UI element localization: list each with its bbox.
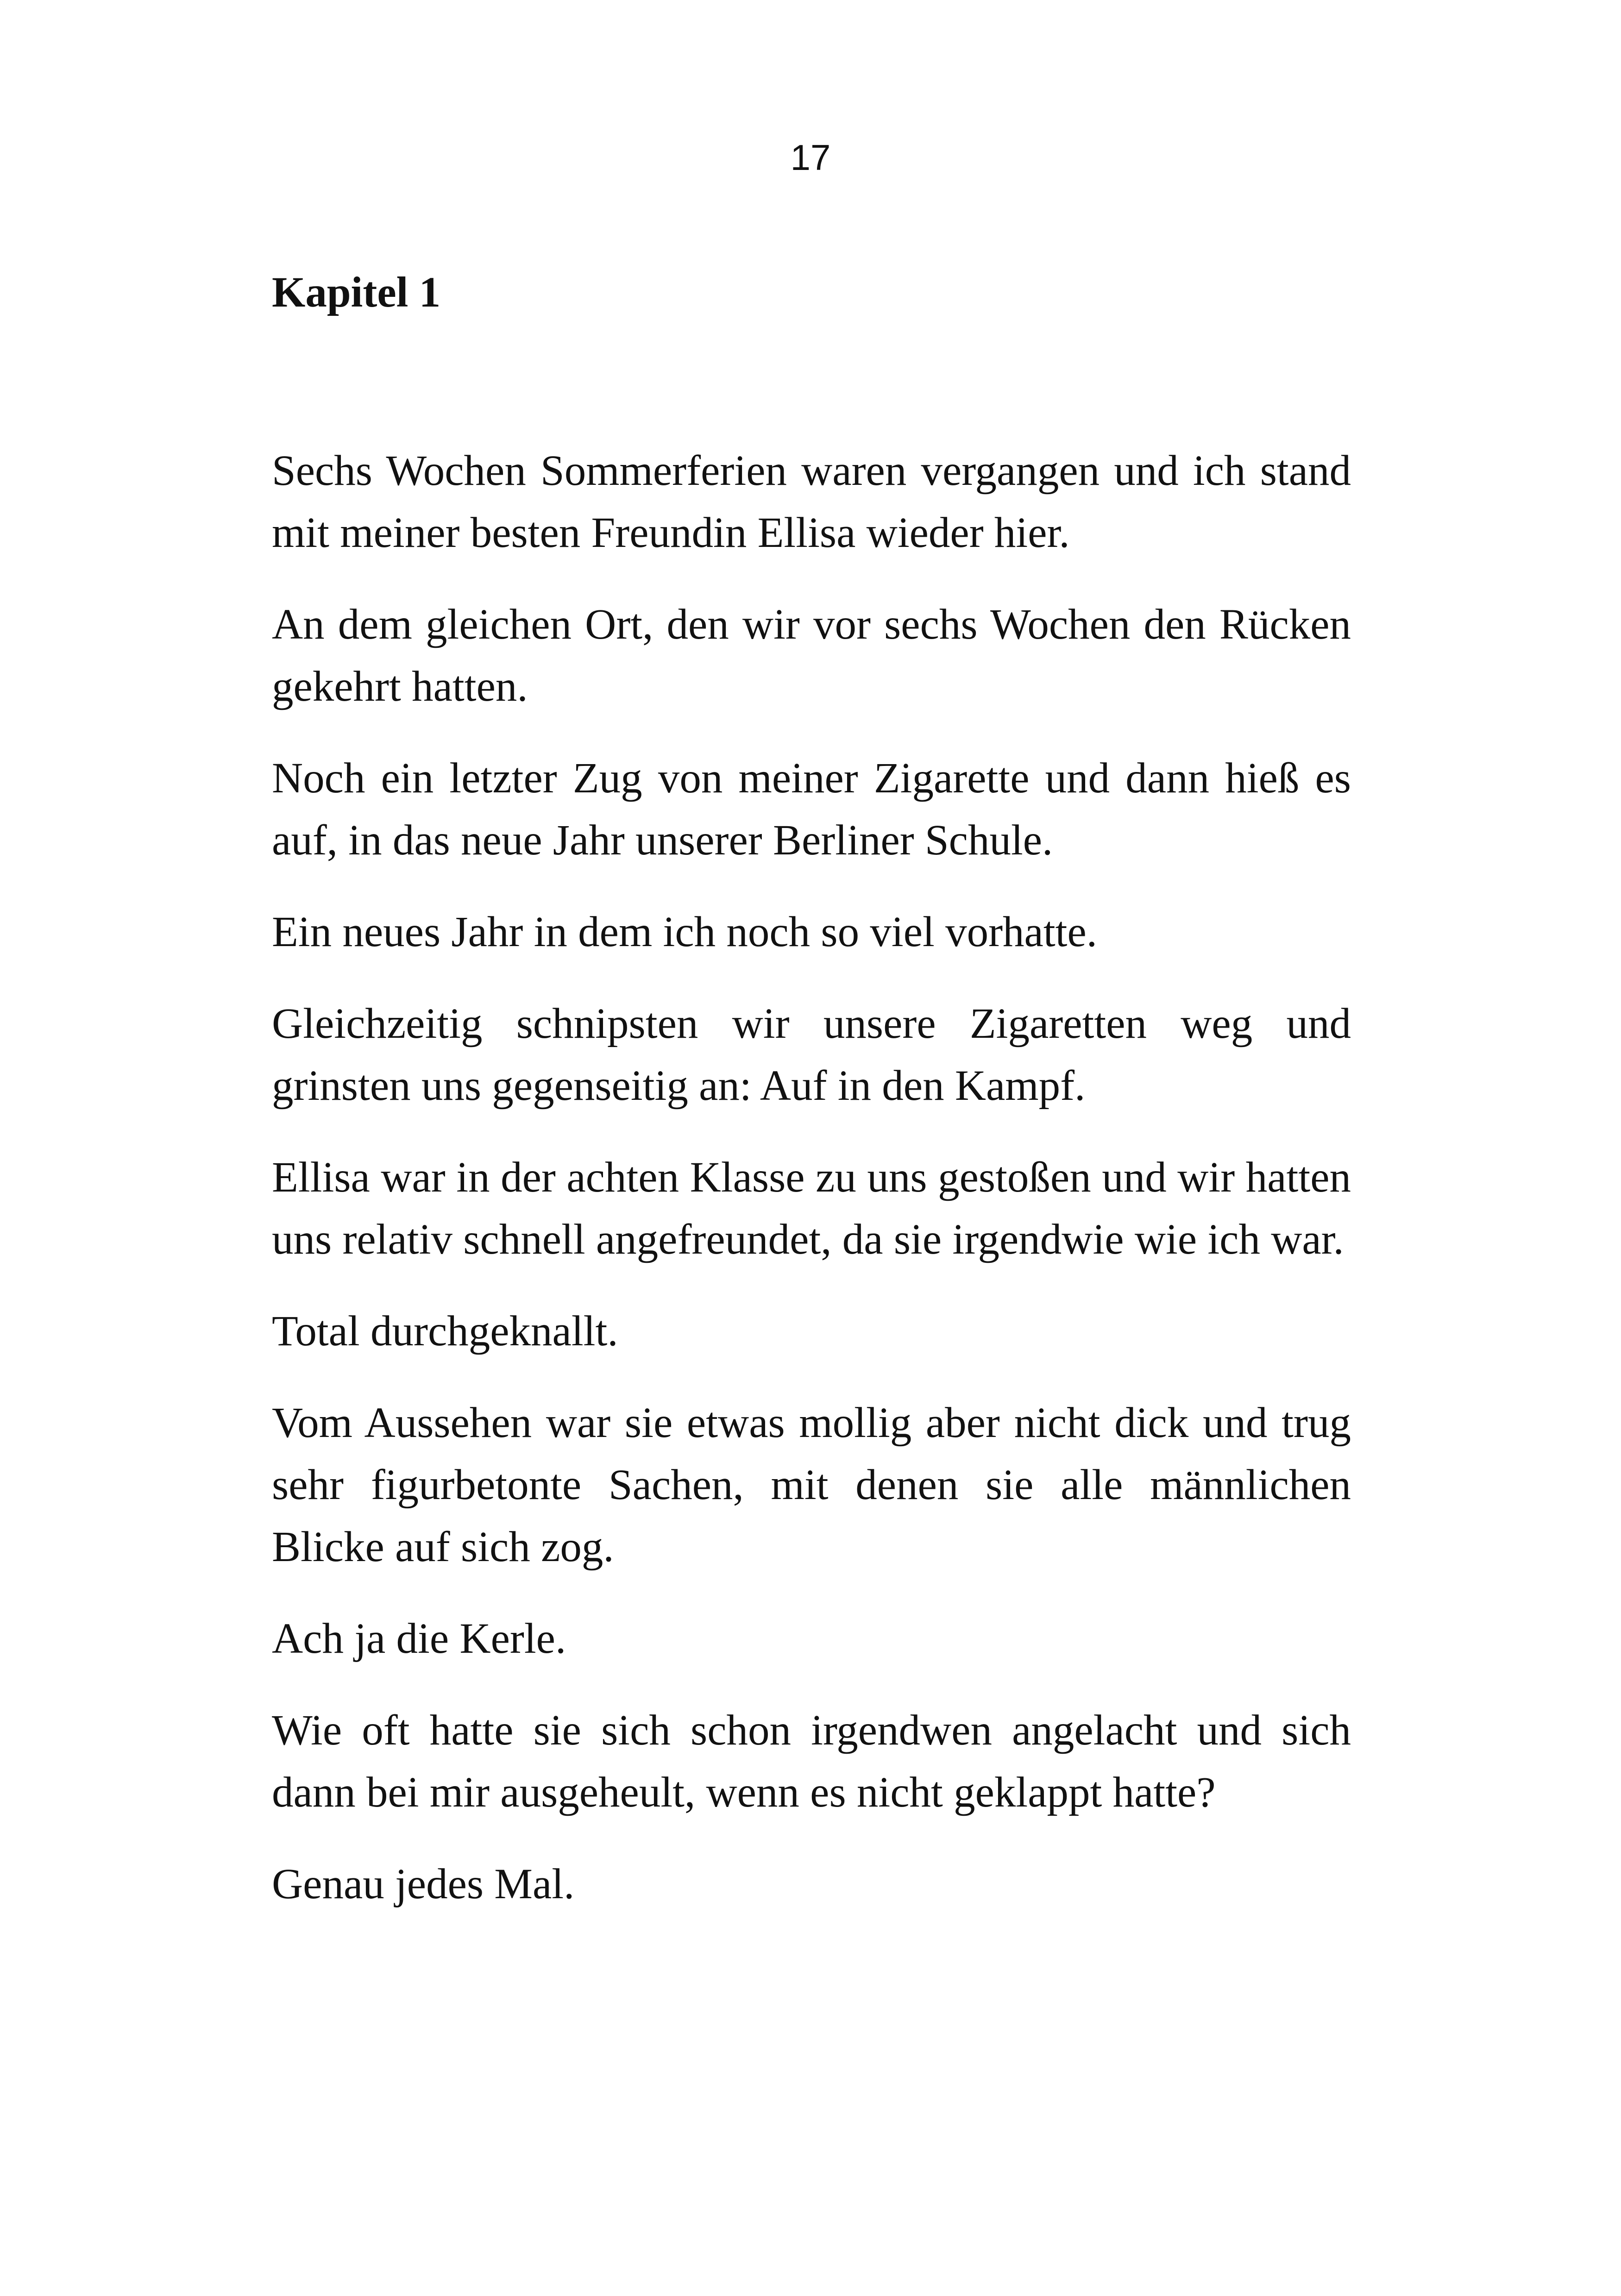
paragraph: An dem gleichen Ort, den wir vor sechs Wochen den Rücken gekehrt hatten. bbox=[272, 601, 1351, 710]
paragraph: Total durchgeknallt. bbox=[272, 1307, 618, 1355]
paragraph: Vom Aussehen war sie etwas mollig aber nicht dick und trug sehr figurbetonte Sachen, mit denen sie alle männlichen Blicke auf sich zog. bbox=[272, 1399, 1351, 1571]
paragraph: Ach ja die Kerle. bbox=[272, 1615, 566, 1662]
paragraph: Genau jedes Mal. bbox=[272, 1860, 575, 1908]
paragraph: Ellisa war in der achten Klasse zu uns gestoßen und wir hatten uns relativ schnell angefreundet, da sie irgendwie wie ich war. bbox=[272, 1154, 1351, 1263]
paragraph: Noch ein letzter Zug von meiner Zigarette und dann hieß es auf, in das neue Jahr unserer Berliner Schule. bbox=[272, 754, 1351, 864]
chapter-title: Kapitel 1 bbox=[272, 269, 441, 316]
paragraph: Ein neues Jahr in dem ich noch so viel vorhatte. bbox=[272, 908, 1098, 956]
paragraph: Gleichzeitig schnipsten wir unsere Zigaretten weg und grinsten uns gegenseitig an: Auf in den Kampf. bbox=[272, 1000, 1351, 1110]
paragraph: Wie oft hatte sie sich schon irgendwen angelacht und sich dann bei mir ausgeheult, wenn es nicht geklappt hatte? bbox=[272, 1706, 1351, 1816]
page-number: 17 bbox=[790, 137, 831, 178]
chapter-body bbox=[272, 440, 1351, 1945]
paragraph: Sechs Wochen Sommerferien waren vergangen und ich stand mit meiner besten Freundin Ellisa wieder hier. bbox=[272, 447, 1351, 557]
